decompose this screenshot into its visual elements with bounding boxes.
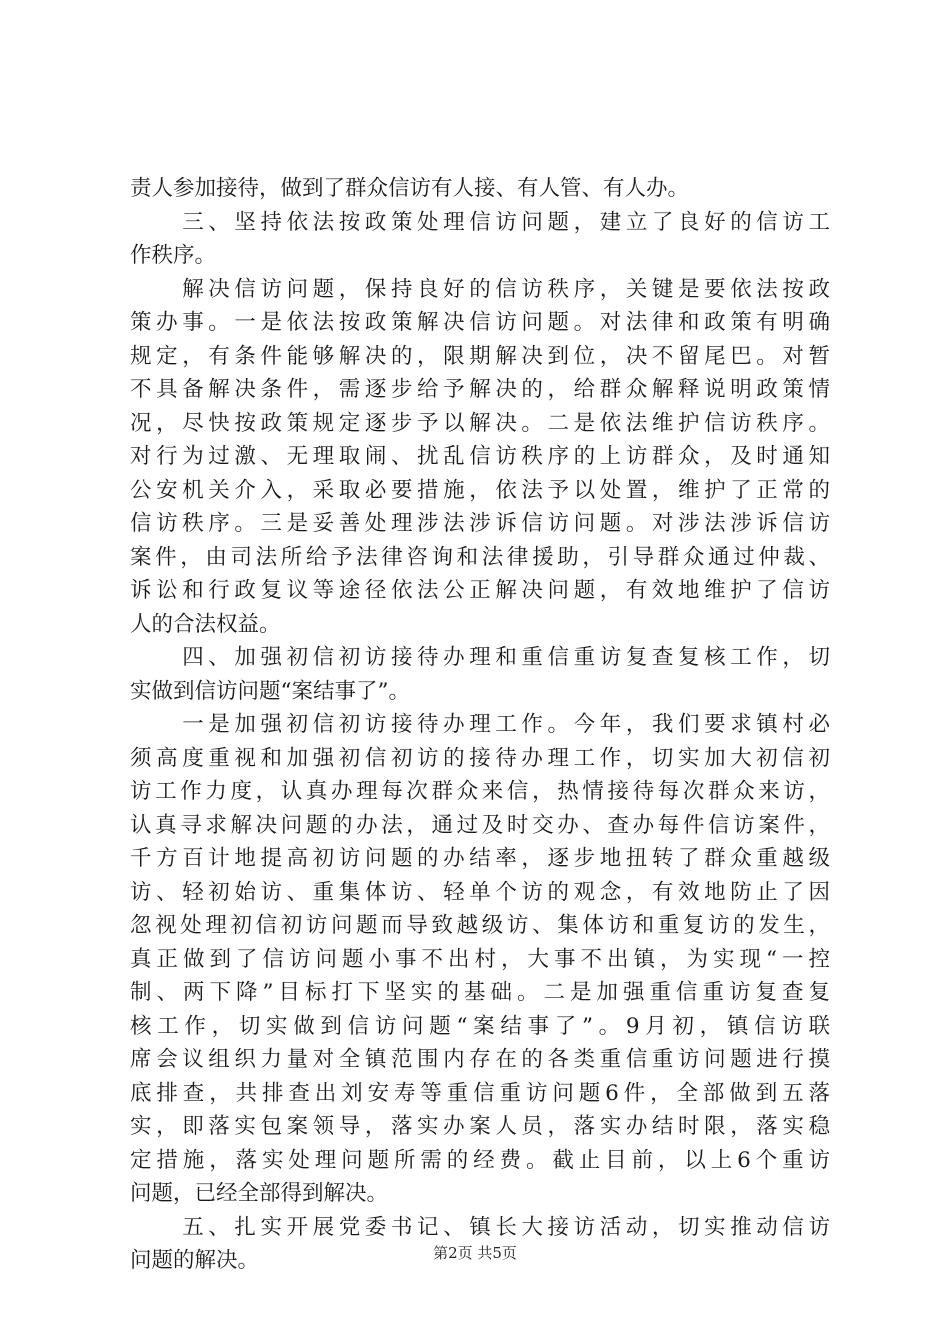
text-line: 解决信访问题，保持良好的信访秩序，关键是要依法按政 (130, 276, 830, 302)
text-line: 不具备解决条件，需逐步给予解决的，给群众解释说明政策情 (130, 377, 830, 402)
text-line: 访、轻初始访、重集体访、轻单个访的观念，有效地防止了因 (130, 879, 830, 905)
text-line: 三、坚持依法按政策处理信访问题，建立了良好的信访工 (130, 209, 830, 235)
text-line: 信访秩序。三是妥善处理涉法涉诉信访问题。对涉法涉诉信访 (130, 511, 830, 536)
page-footer: 第2页 共5页 (433, 1244, 517, 1262)
text-line: 责人参加接待，做到了群众信访有人接、有人管、有人办。 (130, 176, 690, 201)
text-line: 核工作，切实做到信访问题“案结事了”。9月初，镇信访联 (130, 1013, 830, 1039)
text-line: 席会议组织力量对全镇范围内存在的各类重信重访问题进行摸 (130, 1047, 830, 1072)
text-line: 人的合法权益。 (130, 611, 281, 637)
text-line: 访工作力度，认真办理每次群众来信，热情接待每次群众来访， (130, 779, 830, 804)
text-line: 五、扎实开展党委书记、镇长大接访活动，切实推动信访 (130, 1214, 830, 1240)
text-line: 案件，由司法所给予法律咨询和法律援助，引导群众通过仲裁、 (130, 544, 830, 570)
text-line: 策办事。一是依法按政策解决信访问题。对法律和政策有明确 (130, 310, 830, 335)
text-line: 诉讼和行政复议等途径依法公正解决问题，有效地维护了信访 (130, 578, 830, 603)
text-line: 定措施，落实处理问题所需的经费。截止目前，以上6个重访 (130, 1147, 830, 1173)
text-line: 真正做到了信访问题小事不出村，大事不出镇，为实现“一控 (130, 946, 830, 972)
text-line: 况，尽快按政策规定逐步予以解决。二是依法维护信访秩序。 (130, 410, 830, 436)
text-line: 认真寻求解决问题的办法，通过及时交办、查办每件信访案件， (130, 812, 830, 838)
document-body (130, 172, 830, 1278)
text-line: 规定，有条件能够解决的，限期解决到位，决不留尾巴。对暂 (130, 343, 830, 369)
text-line: 问题的解决。 (130, 1248, 260, 1273)
text-line: 对行为过激、无理取闹、扰乱信访秩序的上访群众，及时通知 (130, 444, 830, 469)
text-line: 公安机关介入，采取必要措施，依法予以处置，维护了正常的 (130, 477, 830, 503)
text-line: 作秩序。 (130, 243, 217, 268)
text-line: 千方百计地提高初访问题的办结率，逐步地扭转了群众重越级 (130, 846, 830, 871)
text-line: 忽视处理初信初访问题而导致越级访、集体访和重复访的发生， (130, 913, 830, 938)
text-line: 须高度重视和加强初信初访的接待办理工作，切实加大初信初 (130, 745, 830, 771)
text-line: 一是加强初信初访接待办理工作。今年，我们要求镇村必 (130, 712, 830, 737)
text-line: 实，即落实包案领导，落实办案人员，落实办结时限，落实稳 (130, 1114, 830, 1139)
text-line: 问题，已经全部得到解决。 (130, 1181, 389, 1206)
text-line: 制、两下降”目标打下坚实的基础。二是加强重信重访复查复 (130, 980, 830, 1005)
text-line: 四、加强初信初访接待办理和重信重访复查复核工作，切 (130, 645, 830, 670)
text-line: 实做到信访问题“案结事了”。 (130, 678, 410, 704)
text-line: 底排查，共排查出刘安寿等重信重访问题6件，全部做到五落 (130, 1080, 830, 1106)
